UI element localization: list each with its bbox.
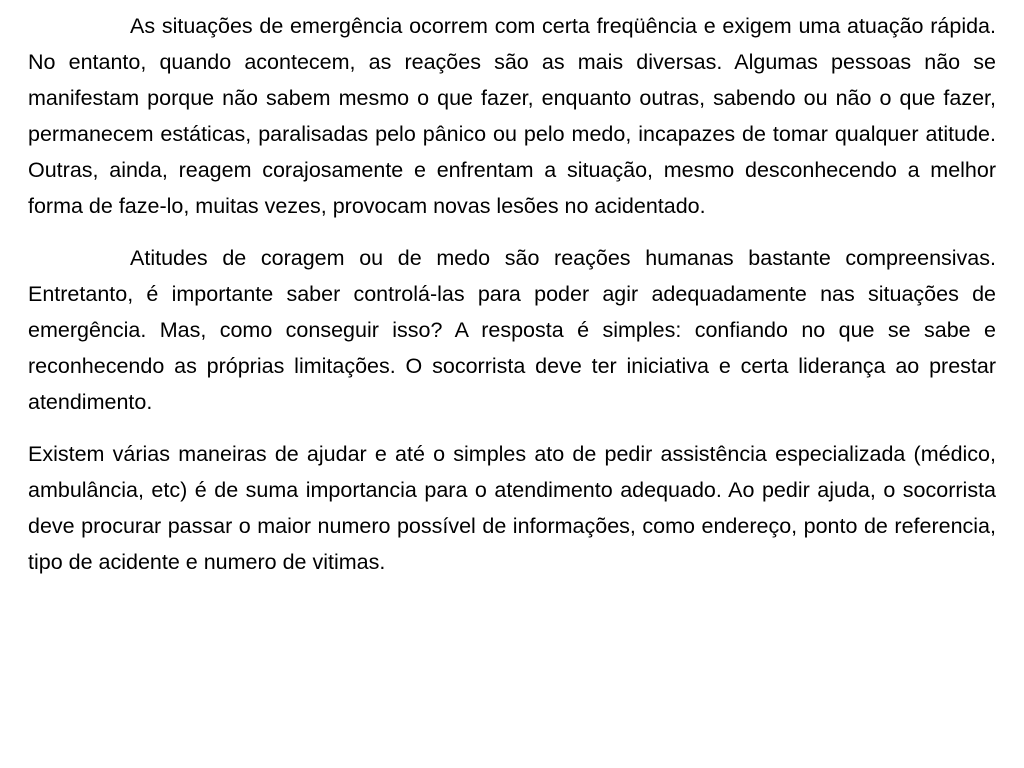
paragraph-ways-to-help: Existem várias maneiras de ajudar e até o simples ato de pedir assistência especializada (médico, ambulância, etc) é de suma importancia para o atendimento adequado. Ao pedir ajuda, o socorrista deve procurar passar o maior numero possível de informações, como endereço, ponto de referencia, tipo de acidente e numero de vitimas. <box>28 442 996 574</box>
paragraph-emergency-reactions: As situações de emergência ocorrem com certa freqüência e exigem uma atuação rápida. No entanto, quando acontecem, as reações são as mais diversas. Algumas pessoas não se manifestam porque não sabem mesmo o que fazer, enquanto outras, sabendo ou não o que fazer, permanecem estáticas, paralisadas pelo pânico ou pelo medo, incapazes de tomar qualquer atitude. Outras, ainda, reagem corajosamente e enfrentam a situação, mesmo desconhecendo a melhor forma de faze-lo, muitas vezes, provocam novas lesões no acidentado. <box>28 14 996 218</box>
paragraph-courage-fear: Atitudes de coragem ou de medo são reações humanas bastante compreensivas. Entretanto, é importante saber controlá-las para poder agir adequadamente nas situações de emergência. Mas, como conseguir isso? A resposta é simples: confiando no que se sabe e reconhecendo as próprias limitações. O socorrista deve ter iniciativa e certa liderança ao prestar atendimento. <box>28 246 996 414</box>
